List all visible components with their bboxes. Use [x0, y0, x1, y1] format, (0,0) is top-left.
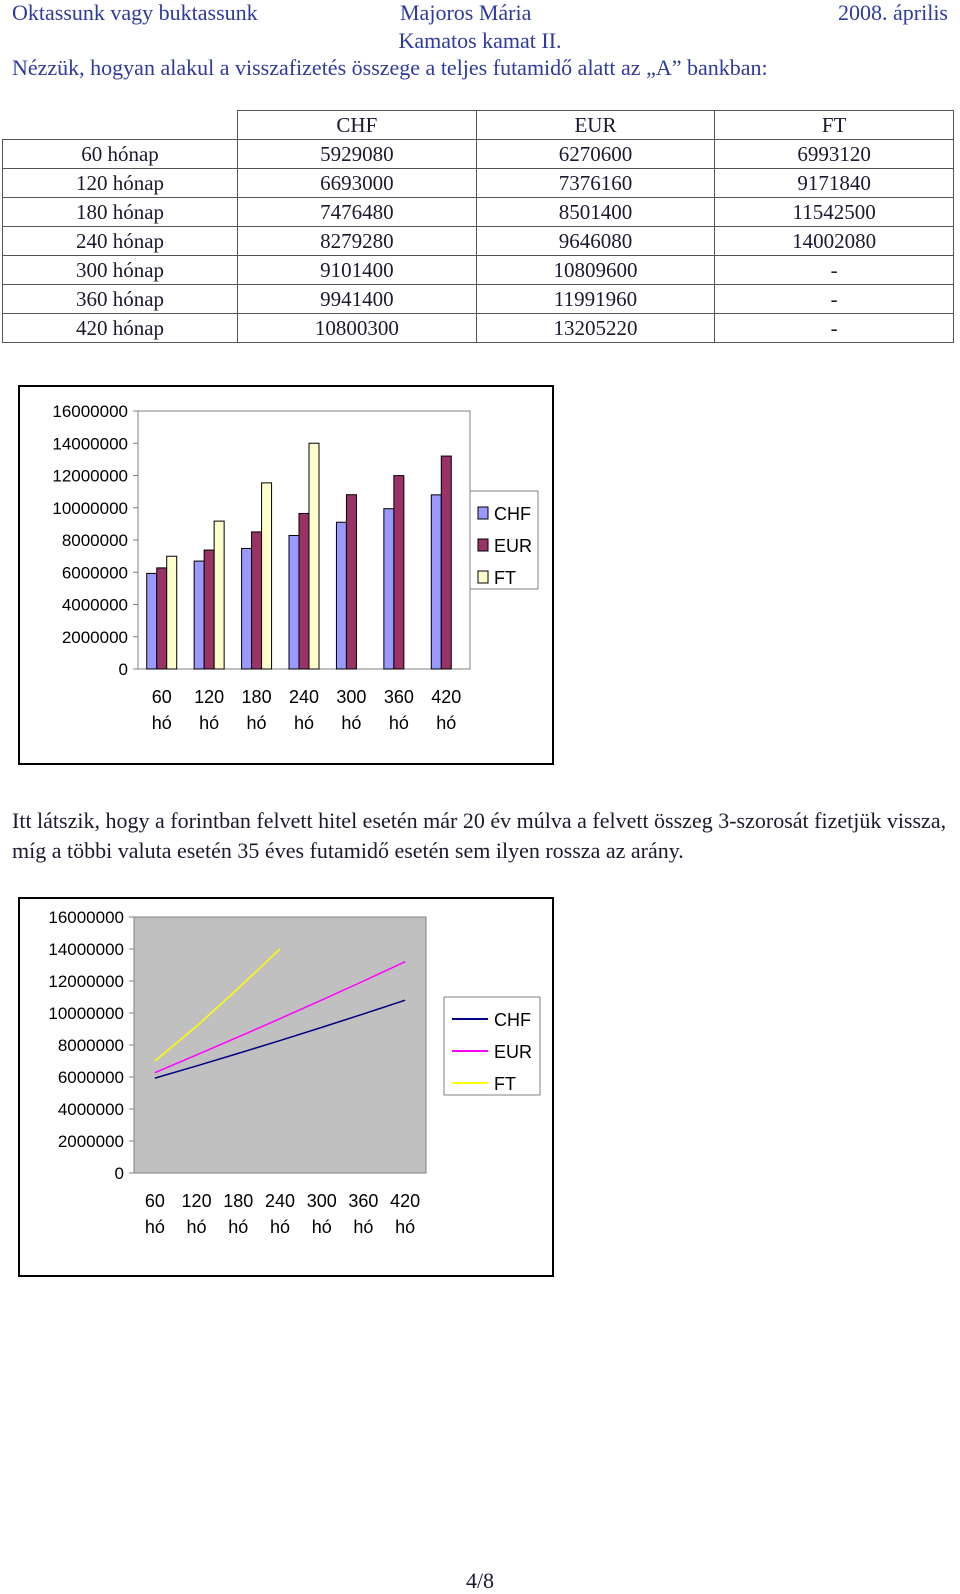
x-tick-label: hó [144, 1217, 165, 1237]
table-cell: 6270600 [476, 140, 715, 169]
x-tick-label: 180 [241, 687, 272, 707]
y-tick-label: 0 [114, 1164, 124, 1183]
table-row [3, 256, 954, 285]
y-tick-label: 16000000 [52, 402, 128, 421]
line-chart-svg [18, 897, 554, 1277]
table-cell: 9941400 [238, 285, 477, 314]
x-tick-label: 360 [348, 1191, 379, 1211]
x-tick-label: 60 [144, 1191, 165, 1211]
bar [204, 550, 214, 669]
table-row [3, 140, 954, 169]
table-cell: 6693000 [238, 169, 477, 198]
bar [147, 573, 157, 669]
x-tick-label: hó [199, 713, 220, 733]
plot-area [134, 917, 426, 1173]
bar [346, 495, 356, 669]
y-tick-label: 8000000 [61, 531, 128, 550]
table-cell: 14002080 [715, 227, 954, 256]
y-tick-label: 6000000 [61, 563, 128, 583]
table-cell: 180 hónap [3, 198, 238, 227]
y-tick-label: 4000000 [57, 1100, 124, 1119]
body-paragraph: Itt látszik, hogy a forintban felvett hitel esetén már 20 év múlva a felvett összeg 3-szorosát fizetjük vissza, míg a többi valuta esetén 35 éves futamidő esetén sem ilyen rossza az arány. [12, 808, 947, 863]
bar [214, 521, 224, 669]
y-tick-label: 6000000 [57, 1068, 124, 1087]
table-cell: 10809600 [476, 256, 715, 285]
y-tick-label: 14000000 [52, 434, 128, 454]
line-chart [18, 897, 554, 1282]
bar [431, 495, 441, 669]
x-tick-label: hó [341, 713, 362, 733]
table-cell: 10800300 [238, 314, 477, 343]
table-cell: - [715, 314, 954, 343]
legend-label: FT [494, 568, 516, 588]
x-tick-label: hó [186, 1217, 207, 1237]
data-table [2, 110, 954, 343]
x-tick-label: 420 [390, 1191, 421, 1211]
table-header-cell: EUR [476, 111, 715, 140]
bar-chart-svg [18, 385, 554, 765]
x-tick-label: hó [293, 713, 315, 733]
y-tick-label: 0 [118, 660, 128, 679]
y-tick-label: 4000000 [61, 595, 128, 615]
y-tick-label: 14000000 [48, 940, 124, 959]
x-tick-label: hó [151, 713, 172, 733]
table-cell: 8501400 [476, 198, 715, 227]
bar [157, 568, 167, 669]
table-row [3, 285, 954, 314]
table-cell: 13205220 [476, 314, 715, 343]
table-header-cell: CHF [238, 111, 477, 140]
bar [242, 548, 252, 669]
table-cell: 6993120 [715, 140, 954, 169]
x-tick-label: 240 [288, 687, 320, 707]
table-cell: 120 hónap [3, 169, 238, 198]
legend-label: EUR [494, 1042, 533, 1062]
table-row [3, 198, 954, 227]
legend-label: EUR [494, 536, 533, 556]
intro-text: Nézzük, hogyan alakul a visszafizetés összege a teljes futamidő alatt az „A” bankban: [12, 55, 768, 80]
table-cell: 9171840 [715, 169, 954, 198]
table-cell: 420 hónap [3, 314, 238, 343]
bar [384, 509, 394, 669]
table-cell: - [715, 285, 954, 314]
legend-swatch [478, 539, 488, 551]
bar [336, 522, 346, 669]
y-tick-label: 12000000 [48, 972, 124, 991]
x-tick-label: 180 [223, 1191, 254, 1211]
table-row [3, 314, 954, 343]
bar [194, 561, 204, 669]
header-subtitle: Kamatos kamat II. [398, 28, 562, 53]
y-tick-label: 12000000 [52, 466, 128, 486]
page-number: 4/8 [465, 1568, 495, 1593]
table-header-cell: FT [715, 111, 954, 140]
x-tick-label: hó [311, 1217, 332, 1237]
y-tick-label: 10000000 [48, 1004, 124, 1023]
x-tick-label: hó [269, 1217, 291, 1237]
x-tick-label: 360 [383, 687, 414, 707]
table-cell: 300 hónap [3, 256, 238, 285]
table-cell: 240 hónap [3, 227, 238, 256]
legend-label: CHF [494, 504, 531, 524]
table-cell: 11991960 [476, 285, 715, 314]
x-tick-label: hó [228, 1217, 249, 1237]
bar [299, 513, 309, 669]
x-tick-label: 420 [431, 687, 462, 707]
legend-label: FT [494, 1074, 516, 1094]
x-tick-label: hó [246, 713, 267, 733]
table-cell: 11542500 [715, 198, 954, 227]
bar [394, 476, 404, 669]
table-header-cell [3, 111, 238, 140]
table-cell: 7476480 [238, 198, 477, 227]
bar-chart [18, 385, 554, 770]
header-left: Oktassunk vagy buktassunk [12, 0, 258, 25]
legend-swatch [478, 507, 488, 519]
legend-swatch [478, 571, 488, 583]
table-cell: 5929080 [238, 140, 477, 169]
table-cell: 360 hónap [3, 285, 238, 314]
table-cell: 9646080 [476, 227, 715, 256]
table-row [3, 227, 954, 256]
header-author: Majoros Mária [400, 0, 532, 25]
x-tick-label: hó [388, 713, 409, 733]
table-cell: - [715, 256, 954, 285]
table-cell: 7376160 [476, 169, 715, 198]
page-header [12, 0, 948, 28]
bar [309, 443, 319, 669]
x-tick-label: 120 [181, 1191, 212, 1211]
y-tick-label: 8000000 [57, 1036, 124, 1055]
bar [262, 483, 272, 669]
x-tick-label: 120 [194, 687, 225, 707]
table-cell: 8279280 [238, 227, 477, 256]
bar [289, 535, 299, 669]
x-tick-label: hó [353, 1217, 374, 1237]
bar [252, 532, 262, 669]
y-tick-label: 2000000 [57, 1132, 124, 1151]
x-tick-label: 300 [336, 687, 367, 707]
y-tick-label: 2000000 [61, 627, 128, 647]
x-tick-label: hó [436, 713, 457, 733]
x-tick-label: 60 [151, 687, 172, 707]
y-tick-label: 10000000 [52, 498, 128, 518]
table-header-row [3, 111, 954, 140]
table-cell: 9101400 [238, 256, 477, 285]
table-cell: 60 hónap [3, 140, 238, 169]
bar [441, 456, 451, 669]
bar [167, 556, 177, 669]
x-tick-label: 240 [264, 1191, 296, 1211]
legend-label: CHF [494, 1010, 531, 1030]
header-date: 2008. április [838, 0, 948, 25]
x-tick-label: hó [395, 1217, 416, 1237]
y-tick-label: 16000000 [48, 908, 124, 927]
table-row [3, 169, 954, 198]
x-tick-label: 300 [306, 1191, 337, 1211]
